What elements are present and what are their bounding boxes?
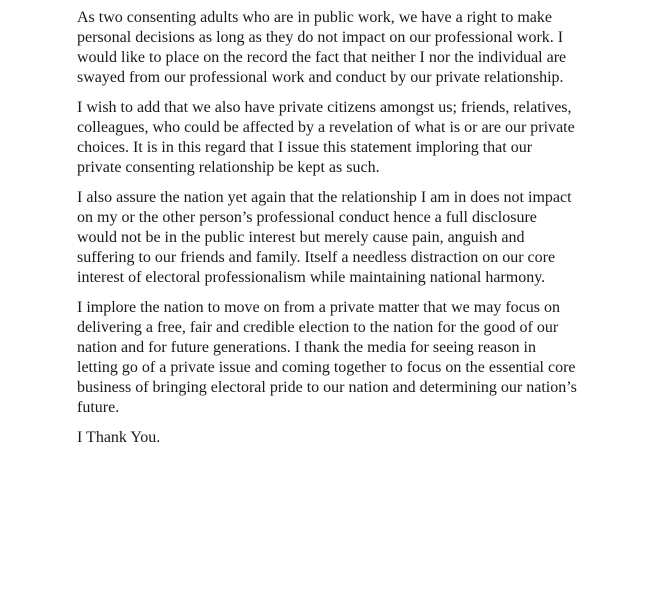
statement-body — [77, 8, 577, 448]
paragraph-public-work: As two consenting adults who are in public work, we have a right to make personal decisions as long as they do not impact on our professional work. I would like to place on the record the fact that neither I nor the individual are swayed from our professional work and conduct by our private relationship. — [77, 9, 567, 86]
closing-line: I Thank You. — [77, 429, 161, 446]
paragraph-private-citizens: I wish to add that we also have private citizens amongst us; friends, relatives, colleagues, who could be affected by a revelation of what is or are our private choices. It is in this regard that I issue this statement imploring that our private consenting relationship be kept as such. — [77, 99, 575, 176]
paragraph-implore-nation: I implore the nation to move on from a private matter that we may focus on delivering a free, fair and credible election to the nation for the good of our nation and for future generations. I thank the media for seeing reason in letting go of a private issue and coming together to focus on the essential core business of bringing electoral pride to our nation and determining our nation’s future. — [77, 299, 577, 416]
paragraph-assurance: I also assure the nation yet again that the relationship I am in does not impact on my or the other person’s professional conduct hence a full disclosure would not be in the public interest but merely cause pain, anguish and suffering to our friends and family. Itself a needless distraction on our core interest of electoral professionalism while maintaining national harmony. — [77, 189, 572, 286]
